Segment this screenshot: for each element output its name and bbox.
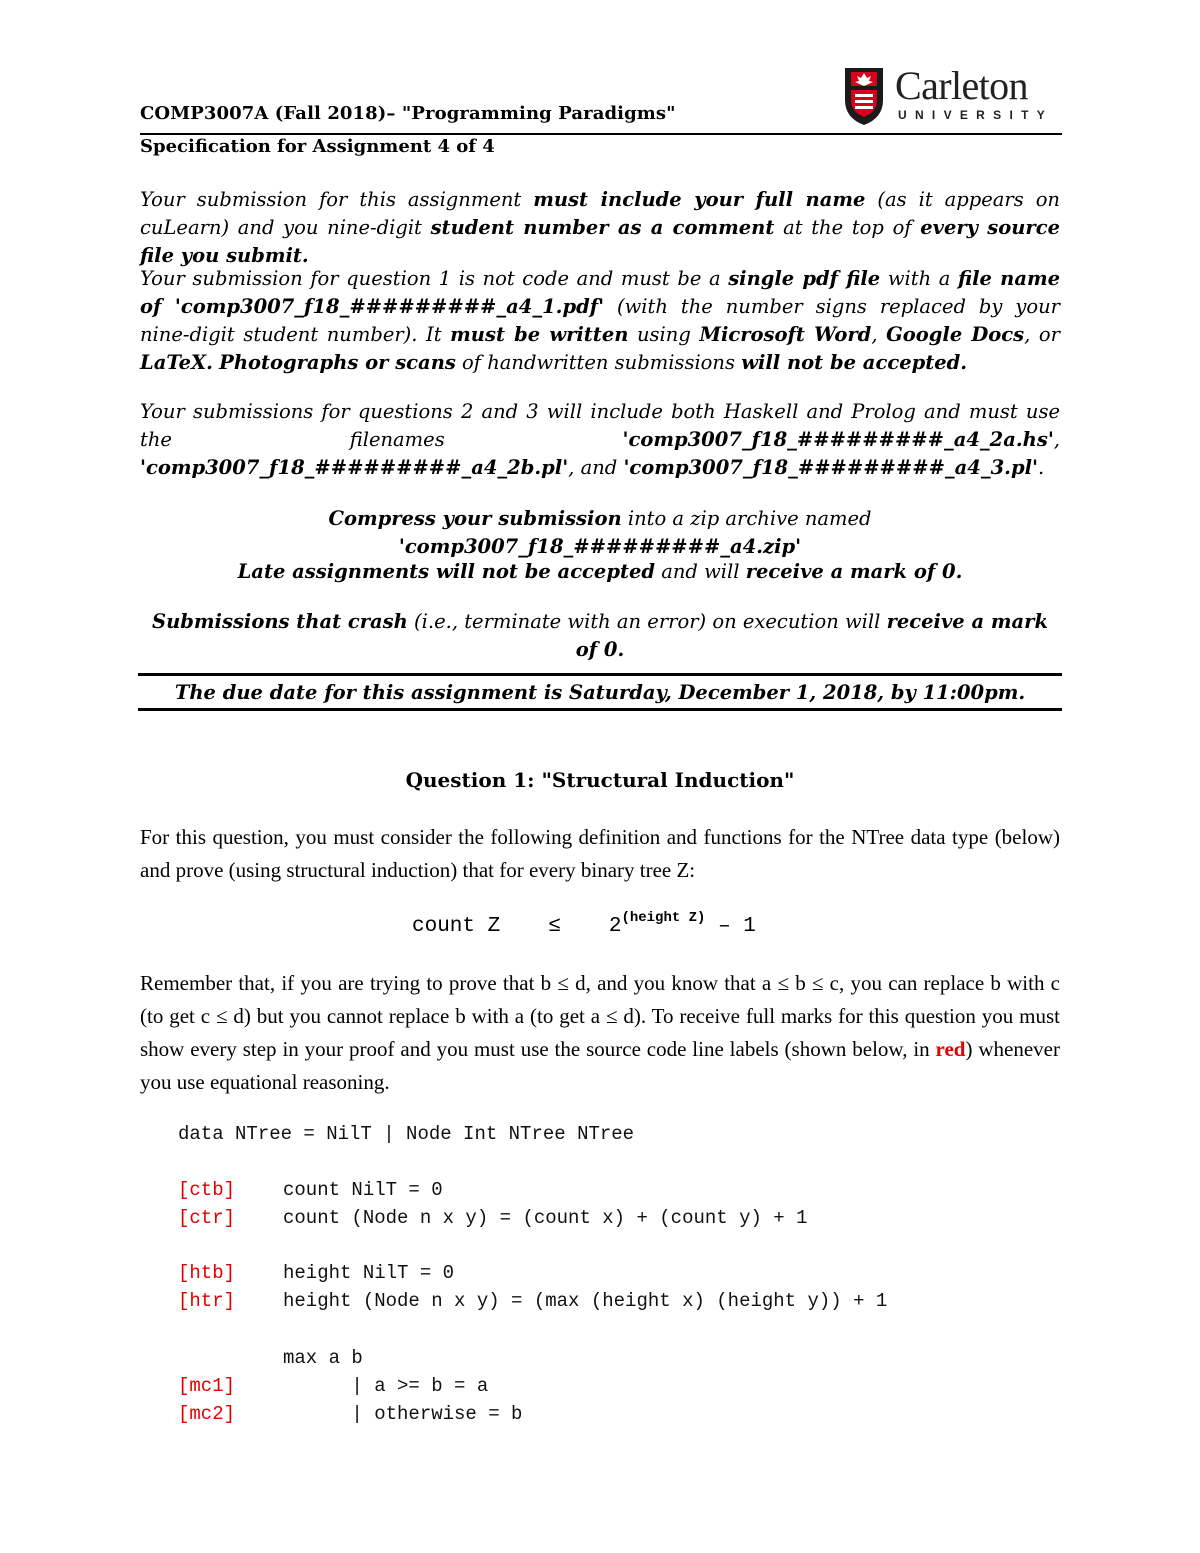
code-label-ctr: [ctr] (178, 1207, 236, 1229)
code-label-mc2: [mc2] (178, 1403, 236, 1425)
logo-subtitle: UNIVERSITY (898, 108, 1054, 122)
spec-title: Specification for Assignment 4 of 4 (140, 136, 495, 157)
code-line-mc1: | a >= b = a (283, 1375, 489, 1397)
code-line-mc2: | otherwise = b (283, 1403, 523, 1425)
code-label-ctb: [ctb] (178, 1179, 236, 1201)
instruction-filenames: Your submissions for questions 2 and 3 will include both Haskell and Prolog and must use the filenames 'comp3007_f18_#########_a4_2a.hs', 'comp3007_f18_#########_a4_2b.pl', and 'comp3007_f18_#########_a4_3.pl'. (140, 400, 1060, 479)
crest-icon (843, 66, 885, 126)
code-line-ctr: count (Node n x y) = (count x) + (count y) + 1 (283, 1207, 808, 1229)
due-date-rule-bottom (138, 708, 1062, 711)
instruction-zip: Compress your submission into a zip archive named 'comp3007_f18_#########_a4.zip' (328, 507, 872, 558)
question1-intro: For this question, you must consider the following definition and functions for the NTree data type (below) and prove (using structural induction) that for every binary tree Z: (140, 825, 1060, 882)
carleton-logo (843, 63, 1054, 128)
due-date: The due date for this assignment is Saturday, December 1, 2018, by 11:00pm. (174, 681, 1026, 704)
instruction-late: Late assignments will not be accepted and will receive a mark of 0. (237, 560, 963, 583)
instruction-crash: Submissions that crash (i.e., terminate with an error) on execution will receive a mark of 0. (152, 610, 1048, 661)
question1-title: Question 1: "Structural Induction" (405, 768, 795, 792)
code-label-mc1: [mc1] (178, 1375, 236, 1397)
code-label-htr: [htr] (178, 1290, 236, 1312)
course-title: COMP3007A (Fall 2018)– "Programming Paradigms" (140, 103, 676, 124)
code-line-htb: height NilT = 0 (283, 1262, 455, 1284)
code-line-max: max a b (283, 1347, 363, 1369)
instruction-question1-format: Your submission for question 1 is not code and must be a single pdf file with a file name of 'comp3007_f18_#########_a4_1.pdf' (with the number signs replaced by your nine-digit student number). It must be written using Microsoft Word, Google Docs, or LaTeX. Photographs or scans of handwritten submissions will not be accepted. (140, 267, 1060, 374)
question1-remember: Remember that, if you are trying to prove that b ≤ d, and you know that a ≤ b ≤ c, you can replace b with c (to get c ≤ d) but you cannot replace b with a (to get a ≤ d). To receive full marks for this question you must show every step in your proof and you must use the source code line labels (shown below, in red) whenever you use equational reasoning. (140, 971, 1060, 1094)
instruction-name-number: Your submission for this assignment must include your full name (as it appears on cuLearn) and you nine-digit student number as a comment at the top of every source file you submit. (140, 188, 1060, 267)
code-label-htb: [htb] (178, 1262, 236, 1284)
due-date-rule-top (138, 673, 1062, 676)
code-line-htr: height (Node n x y) = (max (height x) (height y)) + 1 (283, 1290, 888, 1312)
code-line-ctb: count NilT = 0 (283, 1179, 443, 1201)
header-rule (140, 133, 1062, 135)
code-data-declaration: data NTree = NilT | Node Int NTree NTree (178, 1123, 635, 1145)
logo-wordmark: Carleton (895, 63, 1028, 108)
formula: count $Z \le 2^{(height Z)} - 1$ (412, 910, 756, 938)
